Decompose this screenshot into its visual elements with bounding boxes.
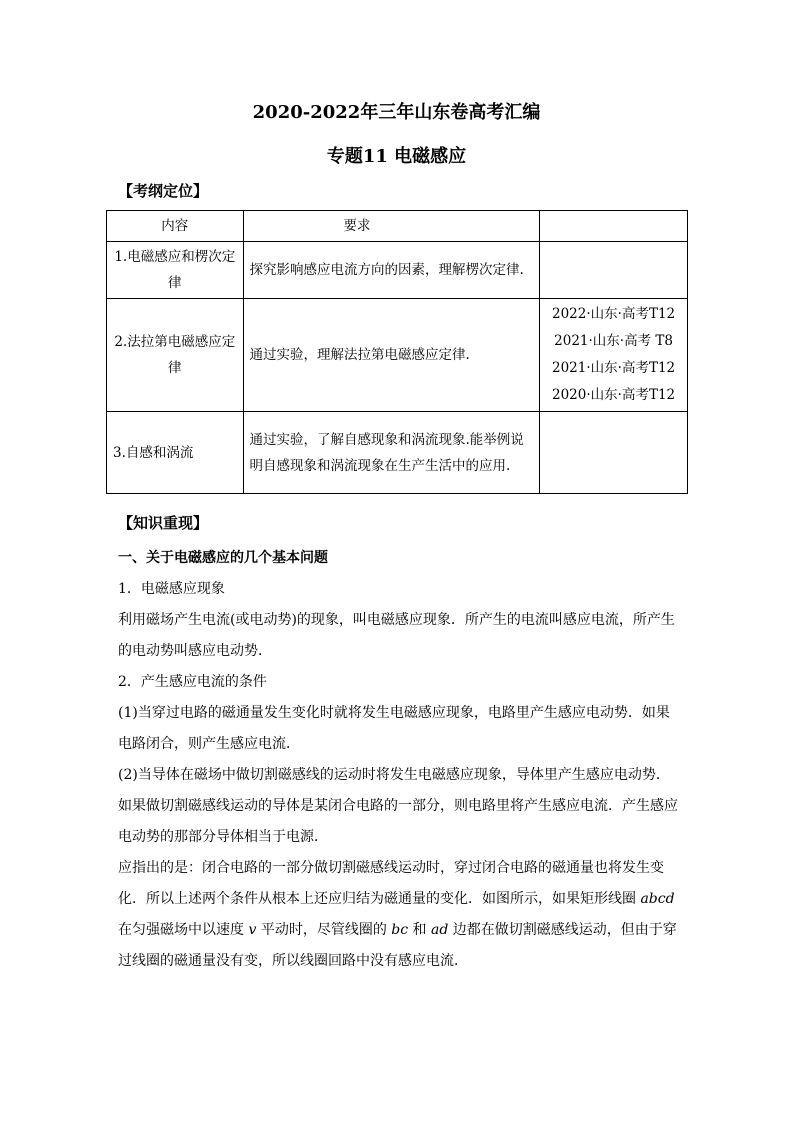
- row-content: 1.电磁感应和楞次定律: [107, 242, 244, 299]
- row-exams: [540, 242, 688, 299]
- table-row: [107, 299, 688, 412]
- note-text: 边都在做切割磁感线运动，但由于穿过线圈的磁通量没有变，所以线圈回路中没有感应电流．: [118, 922, 677, 969]
- var-abcd: abcd: [640, 891, 675, 907]
- var-ad: ad: [431, 922, 449, 938]
- section-outline-heading: 【考纲定位】: [118, 182, 209, 200]
- item1-text: 利用磁场产生电流(或电动势)的现象，叫电磁感应现象．所产生的电流叫感应电流，所产生的电动势叫感应电动势．: [118, 612, 675, 659]
- header-exams: [540, 211, 688, 242]
- heading-basic-problems: 一、关于电磁感应的几个基本问题: [118, 550, 328, 566]
- exam-ref: 2020·山东·高考T12: [552, 387, 676, 403]
- item2-paragraph1: (1)当穿过电路的磁通量发生变化时就将发生电磁感应现象，电路里产生感应电动势．如果电路闭合，则产生感应电流．: [118, 705, 670, 752]
- exam-ref: 2021·山东·高考 T8: [554, 333, 673, 349]
- note-text: 平动时，尽管线圈的: [256, 922, 392, 938]
- section-knowledge-heading: 【知识重现】: [118, 514, 209, 532]
- header-requirement: 要求: [243, 211, 540, 242]
- note-text: 在匀强磁场中以速度: [118, 922, 249, 938]
- var-v: v: [248, 922, 257, 938]
- row-exams: [540, 412, 688, 494]
- table-row: [107, 242, 688, 299]
- item1-title: 1．电磁感应现象: [118, 581, 225, 597]
- requirements-table: [106, 210, 688, 494]
- row-requirement: 通过实验，理解法拉第电磁感应定律.: [243, 299, 540, 412]
- row-requirement: 探究影响感应电流方向的因素，理解楞次定律.: [243, 242, 540, 299]
- note-text: 应指出的是：闭合电路的一部分做切割磁感线运动时，穿过闭合电路的磁通量也将发生变化．所以上述两个条件从根本上还应归结为磁通量的变化．如图所示，如果矩形线圈: [118, 860, 664, 907]
- table-header-row: [107, 211, 688, 242]
- var-bc: bc: [391, 922, 409, 938]
- body-text: [118, 543, 678, 977]
- item2-title: 2．产生感应电流的条件: [118, 674, 267, 690]
- header-content: 内容: [107, 211, 244, 242]
- note-paragraph: [118, 853, 678, 977]
- table-row: [107, 412, 688, 494]
- exam-ref: 2022·山东·高考T12: [552, 306, 676, 322]
- row-content: 2.法拉第电磁感应定律: [107, 299, 244, 412]
- note-text: 和: [408, 922, 431, 938]
- row-content: 3.自感和涡流: [107, 412, 244, 494]
- exam-ref: 2021·山东·高考T12: [552, 360, 676, 376]
- row-exams: [540, 299, 688, 412]
- row-requirement: 通过实验，了解自感现象和涡流现象.能举例说明自感现象和涡流现象在生产生活中的应用.: [243, 412, 540, 494]
- item2-paragraph2: (2)当导体在磁场中做切割磁感线的运动时将发生电磁感应现象，导体里产生感应电动势．如果做切割磁感线运动的导体是某闭合电路的一部分，则电路里将产生感应电流．产生感应电动势的那部分导体相当于电源．: [118, 767, 678, 845]
- document-subtitle: 专题11 电磁感应: [326, 146, 467, 167]
- document-title: 2020-2022年三年山东卷高考汇编: [252, 102, 541, 123]
